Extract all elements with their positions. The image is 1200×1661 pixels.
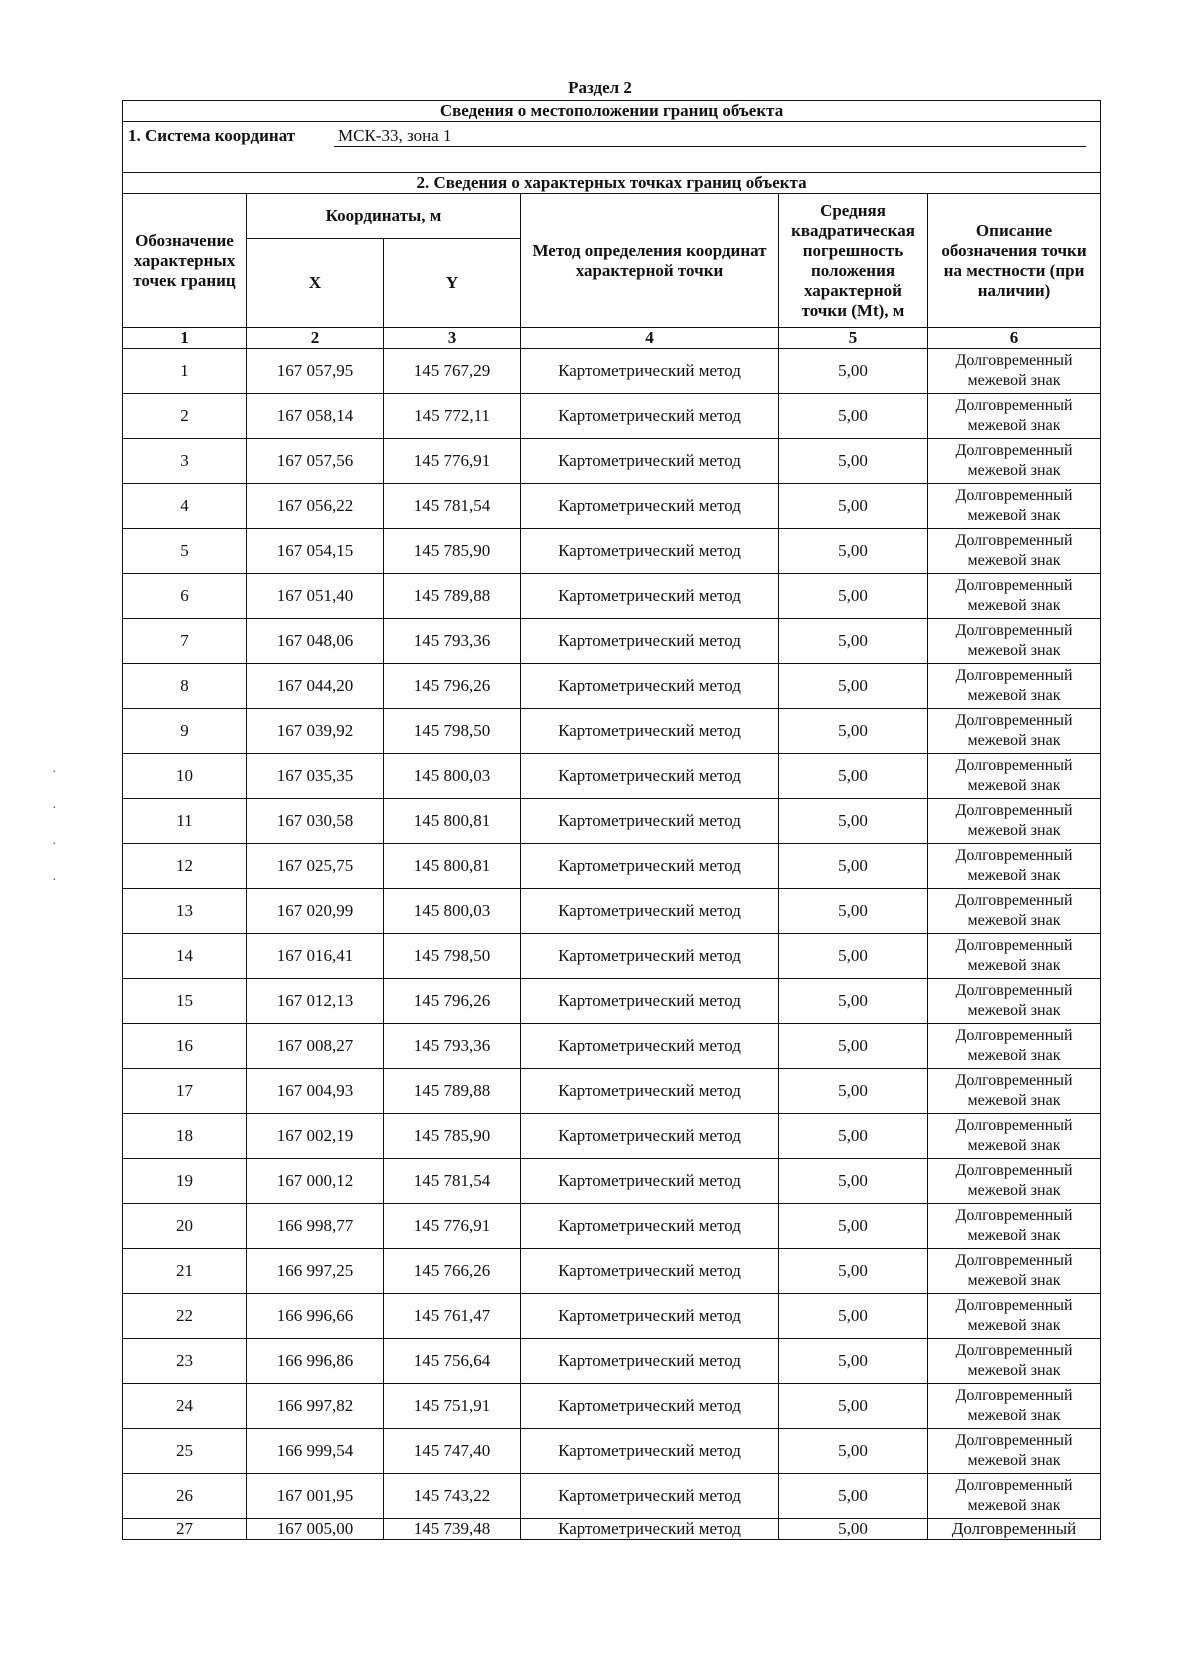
header-x: X <box>247 239 384 328</box>
method: Картометрический метод <box>521 799 779 844</box>
column-number: 4 <box>521 328 779 349</box>
mean-error: 5,00 <box>779 619 928 664</box>
column-number: 2 <box>247 328 384 349</box>
section-title: Раздел 2 <box>568 78 632 97</box>
coord-x: 167 016,41 <box>247 934 384 979</box>
coord-y: 145 767,29 <box>384 349 521 394</box>
method: Картометрический метод <box>521 889 779 934</box>
description: Долговременный межевой знак <box>928 529 1101 574</box>
table-row <box>123 934 1101 979</box>
method: Картометрический метод <box>521 1474 779 1519</box>
method: Картометрический метод <box>521 934 779 979</box>
coord-x: 166 996,66 <box>247 1294 384 1339</box>
method: Картометрический метод <box>521 754 779 799</box>
mean-error: 5,00 <box>779 979 928 1024</box>
point-number: 3 <box>123 439 247 484</box>
coord-x: 167 005,00 <box>247 1519 384 1540</box>
coord-y: 145 800,03 <box>384 754 521 799</box>
coord-y: 145 747,40 <box>384 1429 521 1474</box>
coord-y: 145 751,91 <box>384 1384 521 1429</box>
table-row <box>123 484 1101 529</box>
column-number: 3 <box>384 328 521 349</box>
coord-y: 145 800,81 <box>384 799 521 844</box>
table-row <box>123 394 1101 439</box>
description: Долговременный <box>928 1519 1101 1540</box>
description: Долговременный межевой знак <box>928 394 1101 439</box>
description: Долговременный межевой знак <box>928 709 1101 754</box>
coord-y: 145 800,81 <box>384 844 521 889</box>
coord-x: 166 998,77 <box>247 1204 384 1249</box>
coord-y: 145 739,48 <box>384 1519 521 1540</box>
method: Картометрический метод <box>521 979 779 1024</box>
table-row <box>123 619 1101 664</box>
method: Картометрический метод <box>521 574 779 619</box>
point-number: 27 <box>123 1519 247 1540</box>
coord-y: 145 785,90 <box>384 1114 521 1159</box>
coord-x: 167 025,75 <box>247 844 384 889</box>
coord-x: 167 057,95 <box>247 349 384 394</box>
coord-x: 167 004,93 <box>247 1069 384 1114</box>
point-number: 21 <box>123 1249 247 1294</box>
method: Картометрический метод <box>521 529 779 574</box>
coord-x: 167 044,20 <box>247 664 384 709</box>
description: Долговременный межевой знак <box>928 1429 1101 1474</box>
table-row <box>123 529 1101 574</box>
coord-x: 167 051,40 <box>247 574 384 619</box>
description: Долговременный межевой знак <box>928 1114 1101 1159</box>
table-row <box>123 979 1101 1024</box>
point-number: 11 <box>123 799 247 844</box>
method: Картометрический метод <box>521 1159 779 1204</box>
table-row <box>123 439 1101 484</box>
coord-x: 167 035,35 <box>247 754 384 799</box>
table-row <box>123 574 1101 619</box>
coord-y: 145 789,88 <box>384 1069 521 1114</box>
coord-x: 167 056,22 <box>247 484 384 529</box>
coord-x: 167 048,06 <box>247 619 384 664</box>
table-row <box>123 664 1101 709</box>
boundary-points-table <box>122 100 1101 1540</box>
column-number: 1 <box>123 328 247 349</box>
point-number: 9 <box>123 709 247 754</box>
coord-system-row <box>123 122 1101 151</box>
spacer-row <box>123 150 1101 173</box>
description: Долговременный межевой знак <box>928 574 1101 619</box>
point-number: 20 <box>123 1204 247 1249</box>
method: Картометрический метод <box>521 619 779 664</box>
table-row <box>123 349 1101 394</box>
method: Картометрический метод <box>521 1249 779 1294</box>
method: Картометрический метод <box>521 1204 779 1249</box>
mean-error: 5,00 <box>779 349 928 394</box>
coord-x: 166 996,86 <box>247 1339 384 1384</box>
method: Картометрический метод <box>521 1429 779 1474</box>
table-row <box>123 844 1101 889</box>
coord-y: 145 776,91 <box>384 1204 521 1249</box>
mean-error: 5,00 <box>779 754 928 799</box>
mean-error: 5,00 <box>779 574 928 619</box>
column-number: 6 <box>928 328 1101 349</box>
table-row <box>123 1069 1101 1114</box>
coord-system-label: 1. Система координат <box>128 125 296 145</box>
mean-error: 5,00 <box>779 1294 928 1339</box>
table-row <box>123 1114 1101 1159</box>
mean-error: 5,00 <box>779 1384 928 1429</box>
mean-error: 5,00 <box>779 1204 928 1249</box>
table-row <box>123 1249 1101 1294</box>
description: Долговременный межевой знак <box>928 664 1101 709</box>
block-title: Сведения о местоположении границ объекта <box>123 101 1101 122</box>
coord-y: 145 793,36 <box>384 1024 521 1069</box>
header-error: Средняя квадратическая погрешность положения характерной точки (Mt), м <box>779 194 928 328</box>
method: Картометрический метод <box>521 1024 779 1069</box>
coord-x: 167 002,19 <box>247 1114 384 1159</box>
description: Долговременный межевой знак <box>928 1249 1101 1294</box>
column-number: 5 <box>779 328 928 349</box>
method: Картометрический метод <box>521 1114 779 1159</box>
table-row <box>123 1204 1101 1249</box>
coord-y: 145 793,36 <box>384 619 521 664</box>
point-number: 19 <box>123 1159 247 1204</box>
mean-error: 5,00 <box>779 934 928 979</box>
mean-error: 5,00 <box>779 1114 928 1159</box>
description: Долговременный межевой знак <box>928 934 1101 979</box>
scan-margin-marks: · · · · <box>52 765 57 888</box>
point-number: 6 <box>123 574 247 619</box>
mean-error: 5,00 <box>779 529 928 574</box>
coord-y: 145 766,26 <box>384 1249 521 1294</box>
method: Картометрический метод <box>521 1384 779 1429</box>
point-number: 16 <box>123 1024 247 1069</box>
coord-y: 145 798,50 <box>384 934 521 979</box>
coord-y: 145 772,11 <box>384 394 521 439</box>
description: Долговременный межевой знак <box>928 1384 1101 1429</box>
coord-x: 167 000,12 <box>247 1159 384 1204</box>
coord-x: 167 020,99 <box>247 889 384 934</box>
description: Долговременный межевой знак <box>928 1294 1101 1339</box>
coord-x: 167 039,92 <box>247 709 384 754</box>
mean-error: 5,00 <box>779 664 928 709</box>
coord-y: 145 743,22 <box>384 1474 521 1519</box>
description: Долговременный межевой знак <box>928 889 1101 934</box>
table-row <box>123 1384 1101 1429</box>
point-number: 15 <box>123 979 247 1024</box>
coord-y: 145 756,64 <box>384 1339 521 1384</box>
table-row <box>123 1429 1101 1474</box>
coord-y: 145 776,91 <box>384 439 521 484</box>
point-number: 25 <box>123 1429 247 1474</box>
method: Картометрический метод <box>521 1069 779 1114</box>
point-number: 1 <box>123 349 247 394</box>
description: Долговременный межевой знак <box>928 844 1101 889</box>
coord-x: 166 997,82 <box>247 1384 384 1429</box>
method: Картометрический метод <box>521 349 779 394</box>
coord-x: 167 001,95 <box>247 1474 384 1519</box>
description: Долговременный межевой знак <box>928 1474 1101 1519</box>
method: Картометрический метод <box>521 844 779 889</box>
coord-x: 167 058,14 <box>247 394 384 439</box>
point-number: 4 <box>123 484 247 529</box>
mean-error: 5,00 <box>779 1159 928 1204</box>
table-row <box>123 1519 1101 1540</box>
table-row <box>123 709 1101 754</box>
point-number: 17 <box>123 1069 247 1114</box>
coord-x: 167 057,56 <box>247 439 384 484</box>
coord-y: 145 800,03 <box>384 889 521 934</box>
points-title: 2. Сведения о характерных точках границ объекта <box>123 173 1101 194</box>
coord-y: 145 796,26 <box>384 664 521 709</box>
mean-error: 5,00 <box>779 1474 928 1519</box>
coord-x: 167 030,58 <box>247 799 384 844</box>
header-description: Описание обозначения точки на местности (при наличии) <box>928 194 1101 328</box>
description: Долговременный межевой знак <box>928 484 1101 529</box>
coord-x: 166 999,54 <box>247 1429 384 1474</box>
method: Картометрический метод <box>521 439 779 484</box>
coord-x: 167 012,13 <box>247 979 384 1024</box>
mean-error: 5,00 <box>779 484 928 529</box>
mean-error: 5,00 <box>779 709 928 754</box>
description: Долговременный межевой знак <box>928 1204 1101 1249</box>
method: Картометрический метод <box>521 709 779 754</box>
point-number: 18 <box>123 1114 247 1159</box>
description: Долговременный межевой знак <box>928 1069 1101 1114</box>
description: Долговременный межевой знак <box>928 979 1101 1024</box>
description: Долговременный межевой знак <box>928 1339 1101 1384</box>
table-row <box>123 799 1101 844</box>
description: Долговременный межевой знак <box>928 1159 1101 1204</box>
mean-error: 5,00 <box>779 1339 928 1384</box>
header-method: Метод определения координат характерной точки <box>521 194 779 328</box>
method: Картометрический метод <box>521 484 779 529</box>
method: Картометрический метод <box>521 1519 779 1540</box>
description: Долговременный межевой знак <box>928 619 1101 664</box>
coord-x: 167 054,15 <box>247 529 384 574</box>
method: Картометрический метод <box>521 664 779 709</box>
table-row <box>123 1339 1101 1384</box>
mean-error: 5,00 <box>779 1519 928 1540</box>
method: Картометрический метод <box>521 394 779 439</box>
table-row <box>123 1159 1101 1204</box>
description: Долговременный межевой знак <box>928 1024 1101 1069</box>
table-row <box>123 1024 1101 1069</box>
mean-error: 5,00 <box>779 844 928 889</box>
mean-error: 5,00 <box>779 439 928 484</box>
point-number: 10 <box>123 754 247 799</box>
coord-y: 145 761,47 <box>384 1294 521 1339</box>
point-number: 2 <box>123 394 247 439</box>
header-designation: Обозначение характерных точек границ <box>123 194 247 328</box>
method: Картометрический метод <box>521 1294 779 1339</box>
header-coordinates: Координаты, м <box>247 194 521 239</box>
description: Долговременный межевой знак <box>928 754 1101 799</box>
coord-x: 166 997,25 <box>247 1249 384 1294</box>
method: Картометрический метод <box>521 1339 779 1384</box>
mean-error: 5,00 <box>779 1024 928 1069</box>
coord-y: 145 781,54 <box>384 1159 521 1204</box>
point-number: 14 <box>123 934 247 979</box>
description: Долговременный межевой знак <box>928 439 1101 484</box>
mean-error: 5,00 <box>779 889 928 934</box>
coord-y: 145 796,26 <box>384 979 521 1024</box>
mean-error: 5,00 <box>779 1249 928 1294</box>
point-number: 12 <box>123 844 247 889</box>
point-number: 24 <box>123 1384 247 1429</box>
description: Долговременный межевой знак <box>928 799 1101 844</box>
table-row <box>123 1474 1101 1519</box>
point-number: 23 <box>123 1339 247 1384</box>
mean-error: 5,00 <box>779 1069 928 1114</box>
point-number: 22 <box>123 1294 247 1339</box>
point-number: 26 <box>123 1474 247 1519</box>
mean-error: 5,00 <box>779 1429 928 1474</box>
coord-y: 145 798,50 <box>384 709 521 754</box>
mean-error: 5,00 <box>779 394 928 439</box>
point-number: 7 <box>123 619 247 664</box>
coord-y: 145 785,90 <box>384 529 521 574</box>
coord-y: 145 781,54 <box>384 484 521 529</box>
table-row <box>123 889 1101 934</box>
coord-x: 167 008,27 <box>247 1024 384 1069</box>
coord-system-value: МСК-33, зона 1 <box>334 126 1086 147</box>
point-number: 13 <box>123 889 247 934</box>
table-row <box>123 754 1101 799</box>
description: Долговременный межевой знак <box>928 349 1101 394</box>
point-number: 5 <box>123 529 247 574</box>
point-number: 8 <box>123 664 247 709</box>
table-row <box>123 1294 1101 1339</box>
mean-error: 5,00 <box>779 799 928 844</box>
coord-y: 145 789,88 <box>384 574 521 619</box>
header-y: Y <box>384 239 521 328</box>
